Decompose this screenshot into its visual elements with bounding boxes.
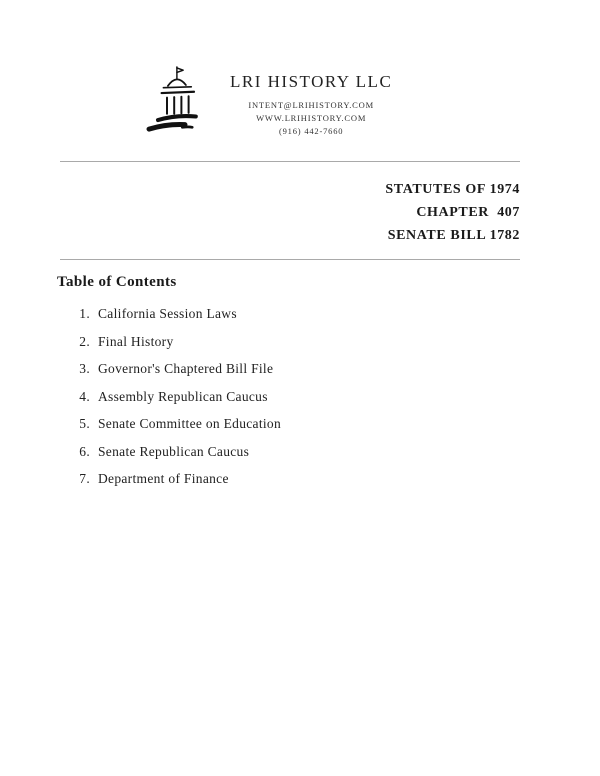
senate-bill-line: SENATE BILL 1782 (387, 228, 520, 244)
chapter-line: CHAPTER 407 (416, 205, 520, 221)
toc-item-label: Final History (98, 333, 174, 349)
toc-item-label: Governor's Chaptered Bill File (98, 361, 274, 376)
toc-list (70, 306, 540, 499)
divider-middle (60, 259, 520, 260)
toc-item (70, 334, 540, 350)
toc-item-label: Department of Finance (98, 471, 229, 486)
toc-item-label: Senate Republican Caucus (98, 443, 250, 459)
toc-title: Table of Contents (57, 274, 177, 290)
company-website: WWW.LRIHISTORY.COM (256, 113, 367, 124)
toc-item-number: 6. (79, 443, 90, 459)
toc-item (70, 471, 540, 487)
company-email: INTENT@LRIHISTORY.COM (248, 100, 374, 110)
capitol-building-icon (140, 64, 212, 142)
toc-item (70, 361, 540, 377)
divider-top (60, 161, 520, 162)
company-name: LRI HISTORY LLC (230, 72, 393, 91)
toc-item-label: California Session Laws (98, 306, 237, 321)
toc-item-label: Assembly Republican Caucus (98, 388, 268, 404)
toc-item (70, 306, 540, 322)
toc-item-number: 7. (79, 471, 90, 486)
company-phone: (916) 442-7660 (278, 126, 344, 137)
toc-item (70, 389, 540, 405)
toc-item-number: 5. (79, 416, 90, 431)
toc-item-number: 2. (79, 333, 90, 349)
toc-item-number: 3. (79, 361, 90, 376)
statute-reference-block (385, 178, 520, 247)
letterhead (140, 60, 392, 142)
toc-item (70, 444, 540, 460)
letterhead-text (230, 60, 392, 139)
statutes-line: STATUTES OF 1974 (385, 182, 520, 197)
toc-item-number: 4. (79, 388, 90, 404)
toc-item-number: 1. (79, 306, 90, 321)
toc-item-label: Senate Committee on Education (98, 416, 282, 431)
toc-item (70, 416, 540, 432)
